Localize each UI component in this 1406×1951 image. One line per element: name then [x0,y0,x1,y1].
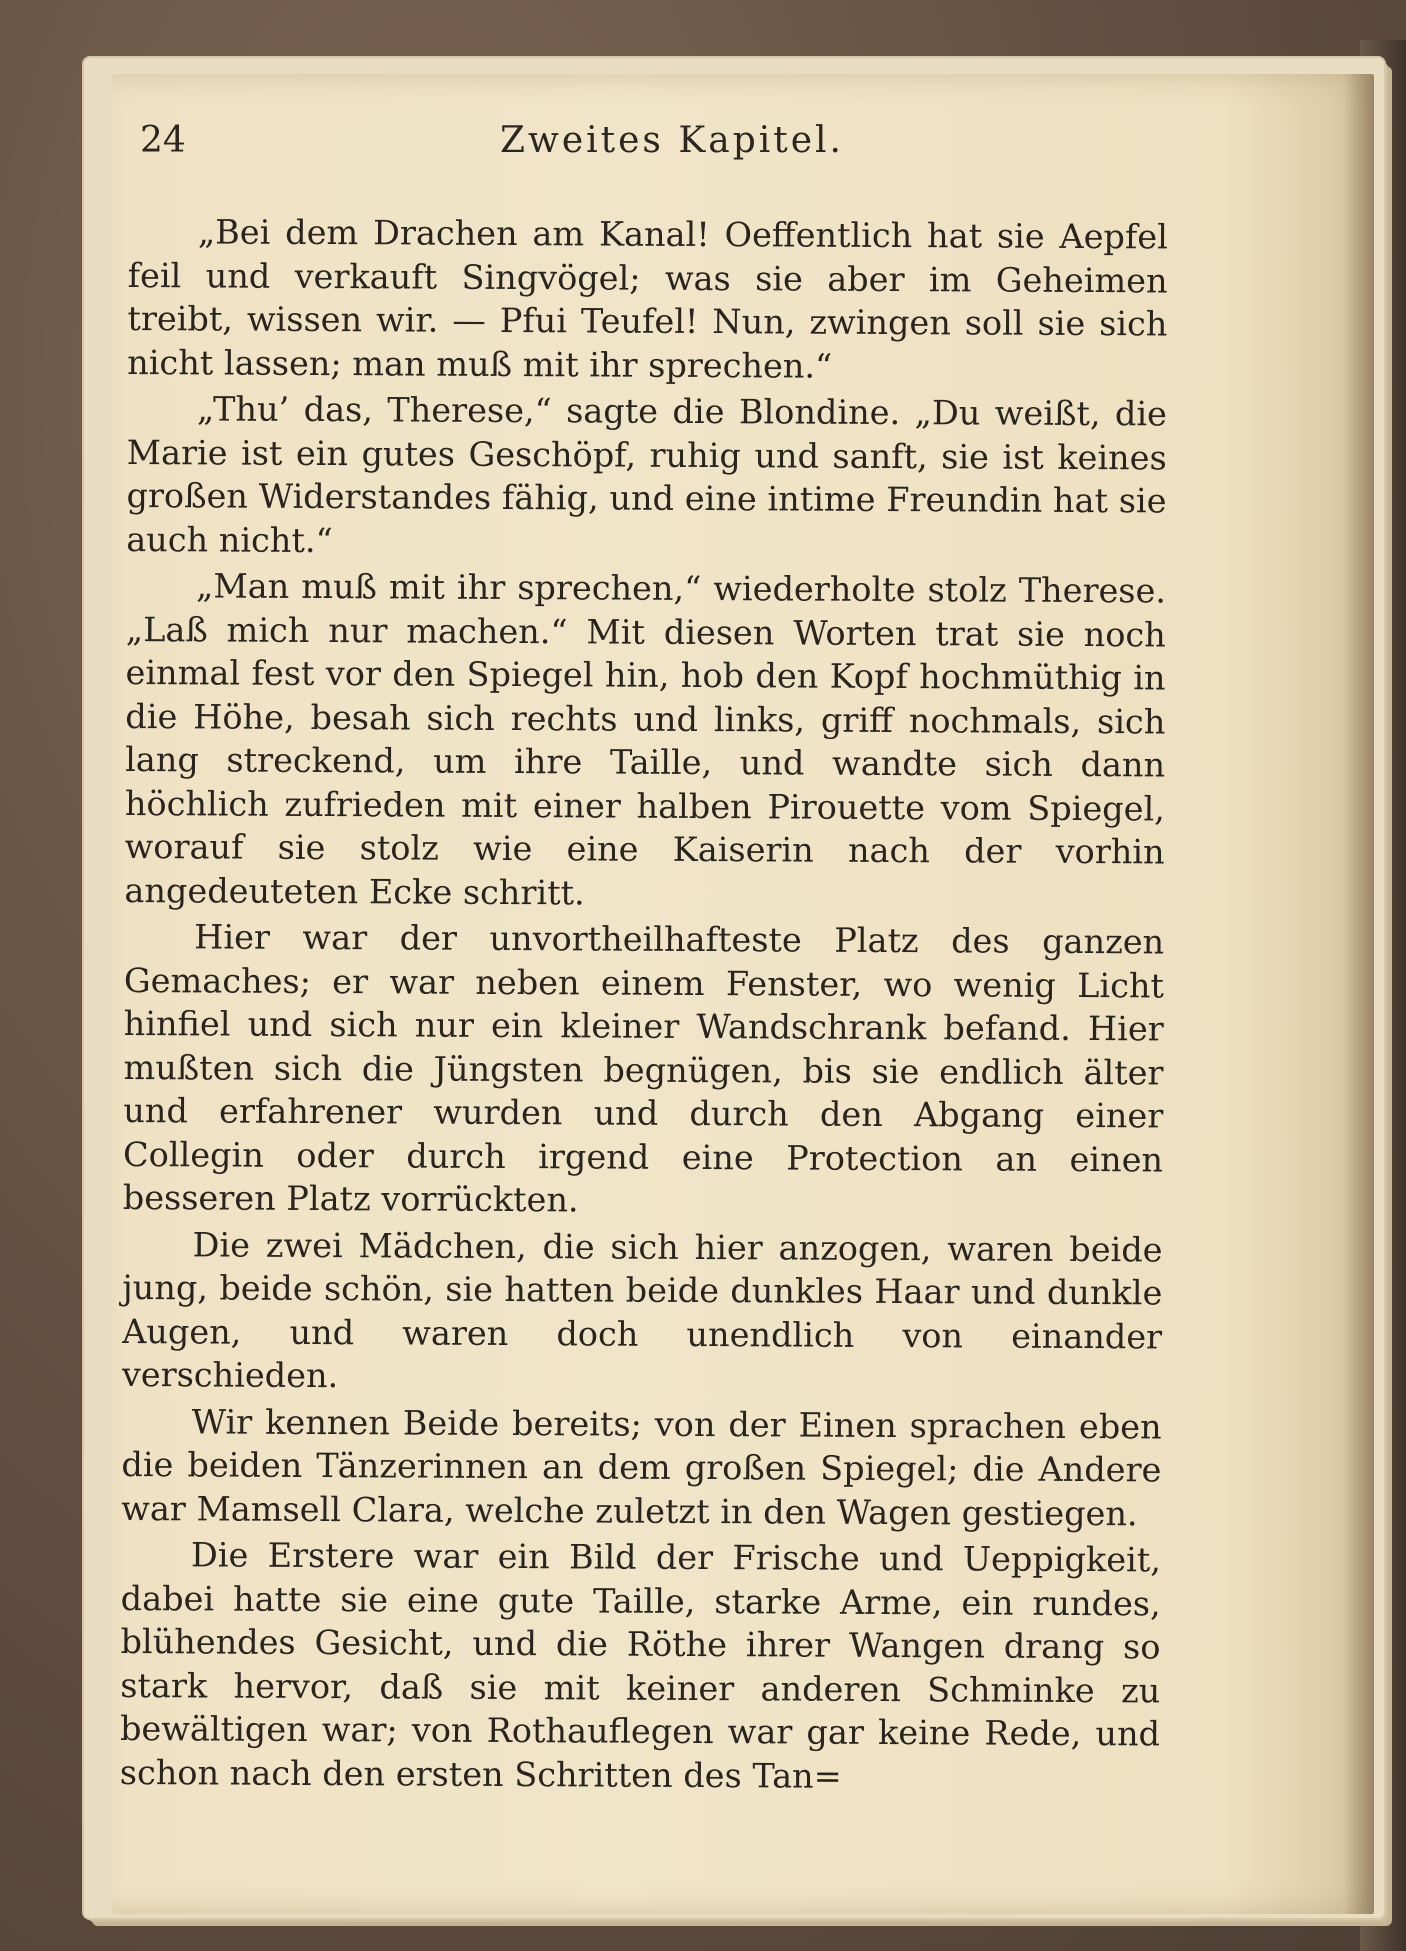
paragraph: Die Erstere war ein Bild der Frische und Ueppigkeit, dabei hatte sie eine gute Taille, starke Arme, ein rundes, blühendes Gesicht, und die Röthe ihrer Wangen drang so stark hervor, daß sie mit keiner anderen Schminke zu bewältigen war; von Rothauflegen war gar keine Rede, und schon nach den ersten Schritten des Tan= [119,1535,1162,1796]
paragraph: „Thu’ das, Therese,“ sagte die Blondine. „Du weißt, die Marie ist ein gutes Geschöpf, ruhig und sanft, sie ist keines großen Widerstandes fähig, und eine intime Freundin hat sie auch nicht.“ [126,389,1168,560]
page-header [140,120,1140,180]
page-body [120,210,1168,1799]
page-number: 24 [140,120,186,161]
running-title: Zweites Kapitel. [500,120,844,161]
paragraph: Hier war der unvortheilhafteste Platz des ganzen Gemaches; er war neben einem Fenster, wo wenig Licht hinfiel und sich nur ein kleiner Wandschrank befand. Hier mußten sich die Jüngsten begnügen, bis sie endlich älter und erfahrener wurden und durch den Abgang einer Collegin oder durch irgend eine Protection an einen besseren Platz vorrückten. [122,917,1165,1220]
paragraph: „Man muß mit ihr sprechen,“ wiederholte stolz Therese. „Laß mich nur machen.“ Mit diesen Worten trat sie noch einmal fest vor den Spiegel hin, hob den Kopf hochmüthig in die Höhe, besah sich rechts und links, griff nochmals, sich lang streckend, um ihre Taille, und wandte sich dann höchlich zufrieden mit einer halben Pirouette vom Spiegel, worauf sie stolz wie eine Kaiserin nach der vorhin angedeuteten Ecke schritt. [124,566,1167,912]
paragraph: Die zwei Mädchen, die sich hier anzogen, waren beide jung, beide schön, sie hatten beide dunkles Haar und dunkle Augen, und waren doch unendlich von einander verschieden. [121,1224,1163,1396]
page-gutter-shadow [1344,74,1374,1914]
paragraph: „Bei dem Drachen am Kanal! Oeffentlich hat sie Aepfel feil und verkauft Singvögel; was sie aber im Geheimen treibt, wissen wir. — Pfui Teufel! Nun, zwingen soll sie sich nicht lassen; man muß mit ihr sprechen.“ [127,212,1168,386]
paragraph: Wir kennen Beide bereits; von der Einen sprachen eben die beiden Tänzerinnen an dem großen Spiegel; die Andere war Mamsell Clara, welche zuletzt in den Wagen gestiegen. [121,1401,1162,1533]
